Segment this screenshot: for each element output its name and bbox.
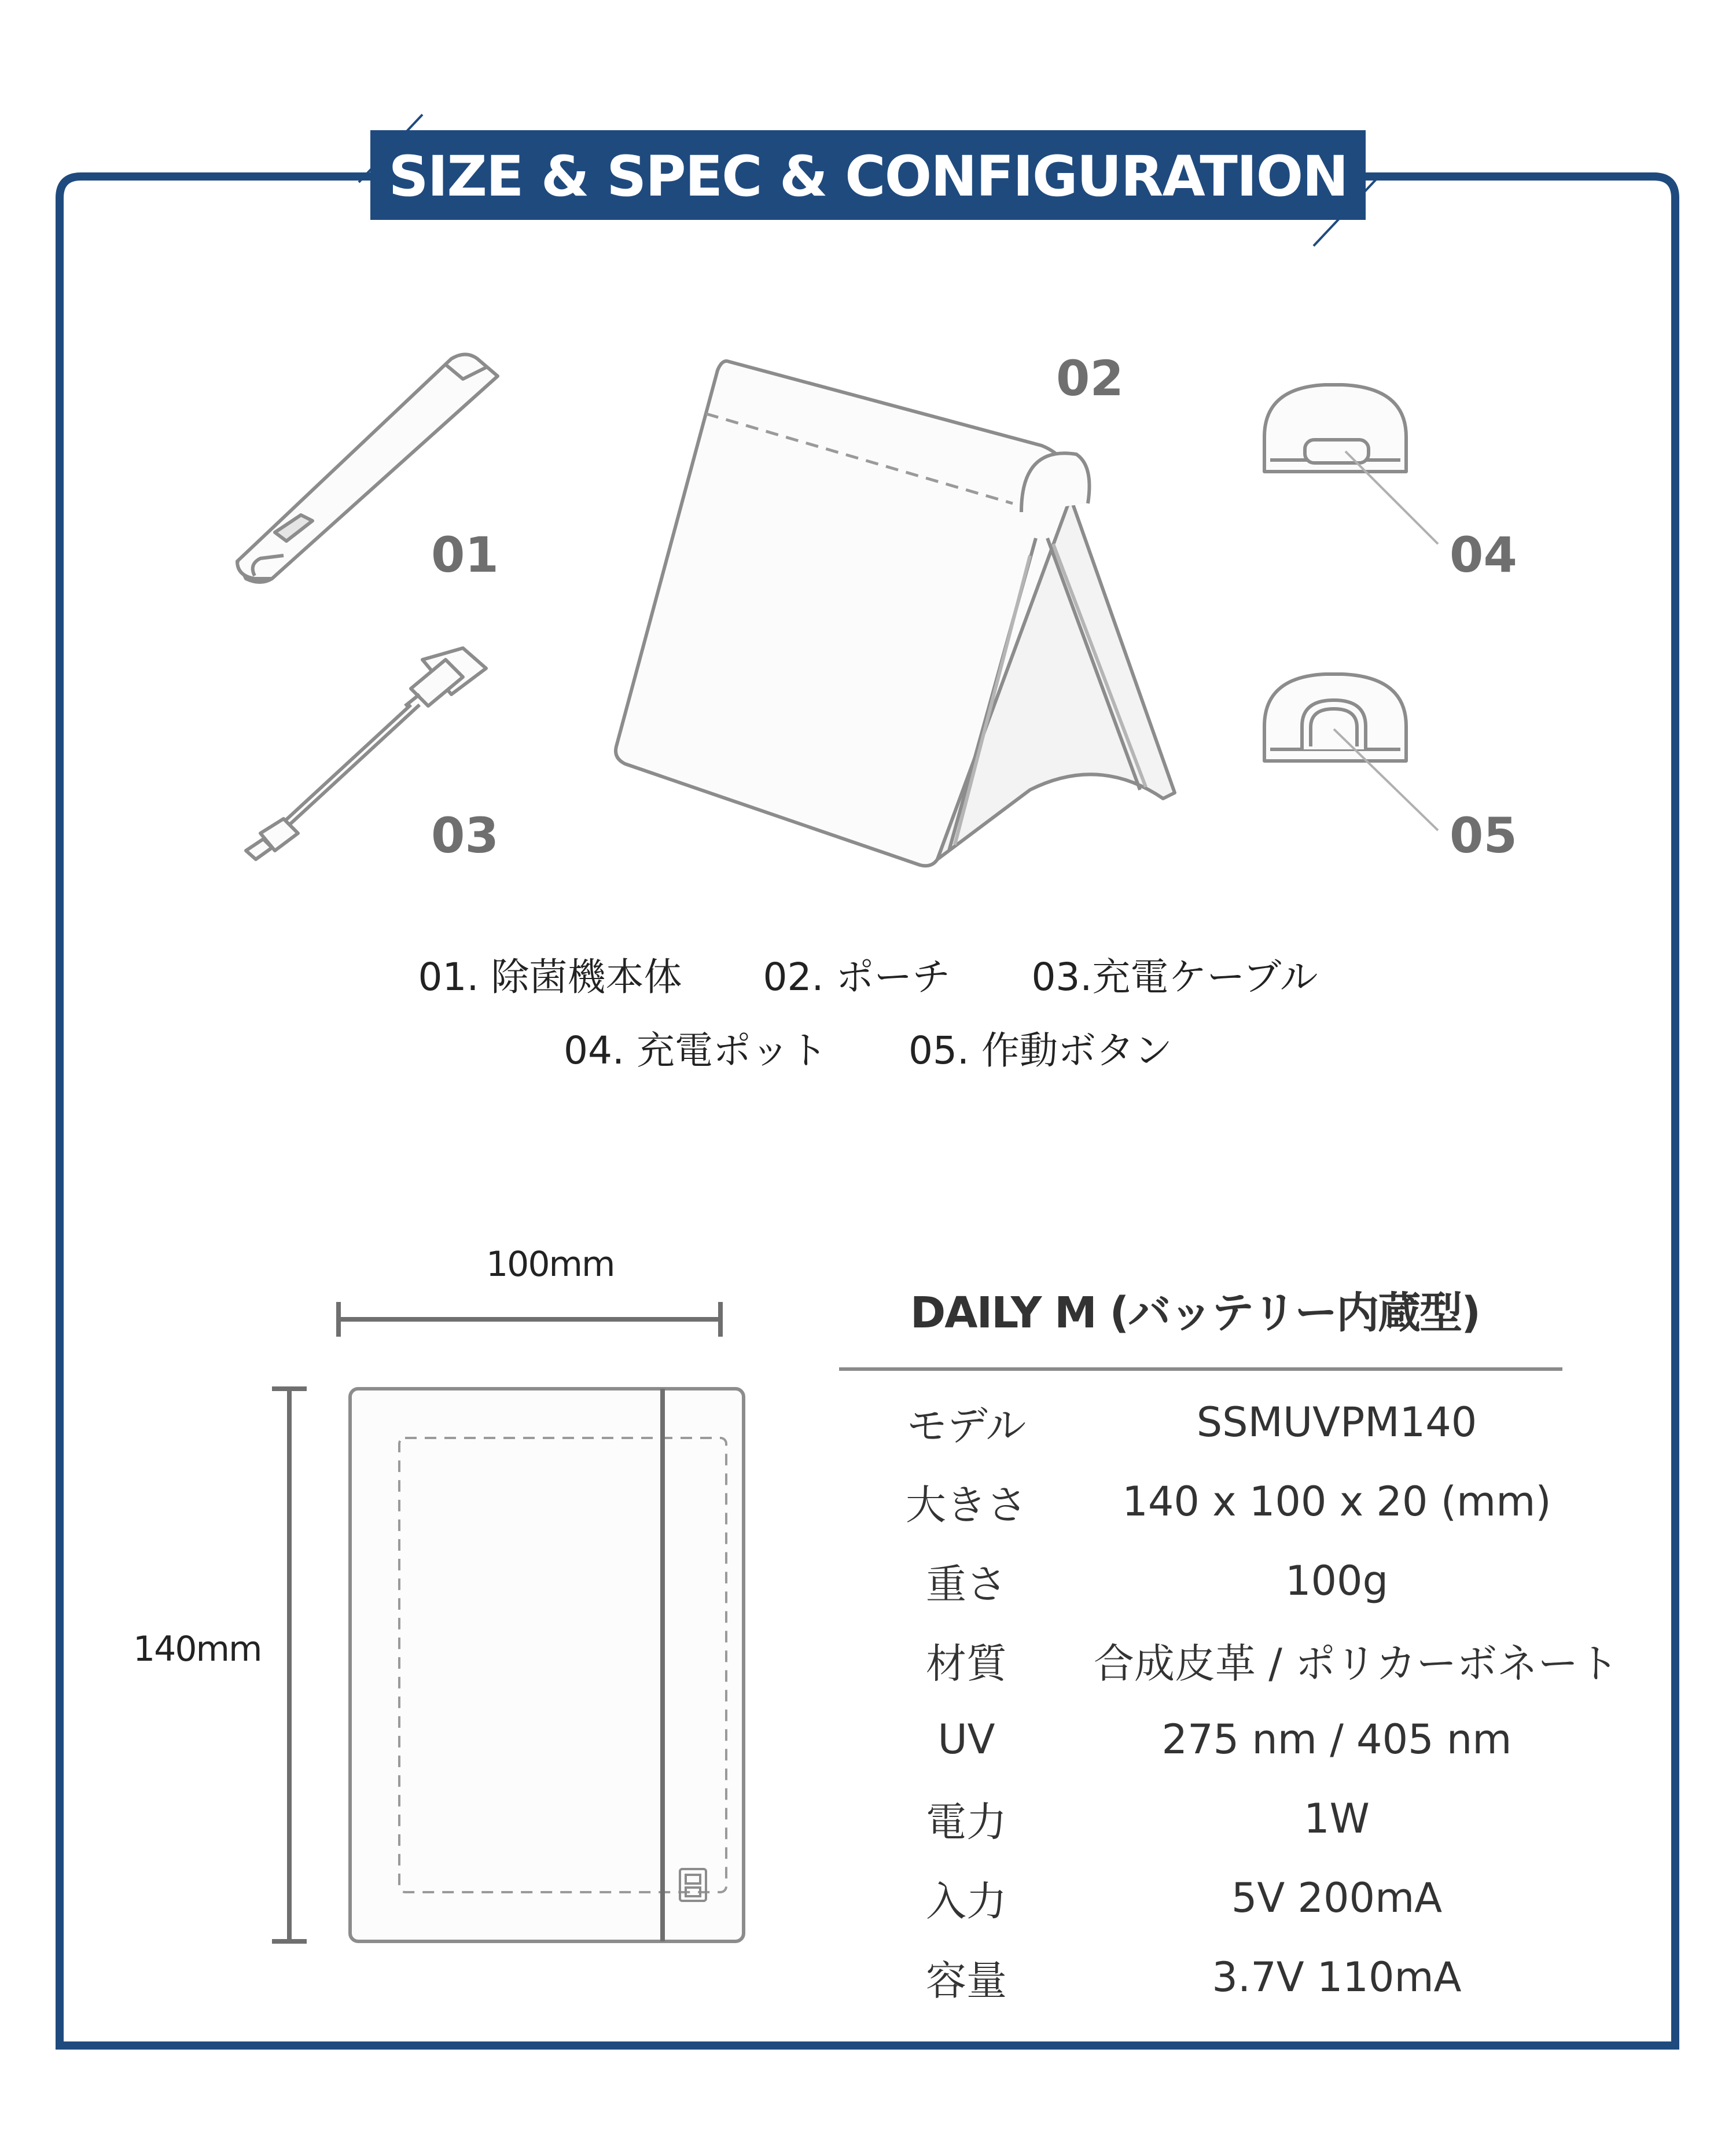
- spec-value: SSMUVPM140: [1196, 1399, 1477, 1446]
- spec-row: [839, 1787, 1580, 1851]
- component-number-04: 04: [1450, 527, 1517, 583]
- spec-row: [839, 1470, 1580, 1533]
- width-dimension-label: 100mm: [486, 1244, 615, 1285]
- spec-row: [839, 1390, 1580, 1454]
- spec-title: DAILY M (バッテリー内蔵型): [910, 1288, 1480, 1338]
- spec-value: 3.7V 110mA: [1212, 1954, 1462, 2001]
- spec-label: 入力: [926, 1877, 1007, 1925]
- spec-row: [839, 1549, 1580, 1613]
- spec-value: 5V 200mA: [1231, 1874, 1443, 1922]
- spec-label: 容量: [926, 1956, 1007, 2004]
- spec-label: UV: [937, 1716, 995, 1763]
- page-title: SIZE & SPEC & CONFIGURATION: [388, 144, 1348, 209]
- spec-value: 140 x 100 x 20 (mm): [1122, 1478, 1551, 1525]
- caption-main-unit: 01. 除菌機本体: [418, 955, 682, 999]
- spec-row: [839, 1628, 1619, 1692]
- spec-value: 1W: [1304, 1795, 1370, 1842]
- caption-activation-button: 05. 作動ボタン: [909, 1028, 1172, 1073]
- spec-value: 100g: [1285, 1557, 1389, 1605]
- spec-value: 合成皮革 / ポリカーボネート: [1094, 1639, 1619, 1687]
- component-number-03: 03: [431, 807, 499, 864]
- spec-label: 電力: [926, 1798, 1007, 1846]
- caption-pouch: 02. ポーチ: [763, 955, 951, 999]
- spec-row: [839, 1945, 1580, 2009]
- height-dimension-label: 140mm: [133, 1629, 262, 1669]
- component-captions-row-2: [0, 1020, 1736, 1075]
- caption-charging-cable: 03.充電ケーブル: [1031, 955, 1318, 999]
- component-number-01: 01: [431, 527, 499, 583]
- component-number-05: 05: [1450, 807, 1517, 864]
- spec-label: 重さ: [926, 1560, 1007, 1608]
- spec-label: モデル: [906, 1401, 1027, 1450]
- pouch-illustration: [590, 347, 1180, 868]
- spec-divider: [839, 1367, 1562, 1371]
- spec-label: 材質: [926, 1639, 1007, 1687]
- spec-label: 大きさ: [906, 1481, 1027, 1529]
- component-number-02: 02: [1056, 350, 1124, 407]
- charging-pot-illustration: [1261, 370, 1481, 567]
- spec-value: 275 nm / 405 nm: [1161, 1716, 1512, 1763]
- component-captions-row-1: [0, 946, 1736, 1001]
- spec-row: [839, 1708, 1580, 1771]
- caption-charging-pot: 04. 充電ポット: [564, 1028, 827, 1073]
- size-drawing: [255, 1296, 775, 1956]
- spec-row: [839, 1866, 1580, 1930]
- activation-button-illustration: [1261, 657, 1481, 854]
